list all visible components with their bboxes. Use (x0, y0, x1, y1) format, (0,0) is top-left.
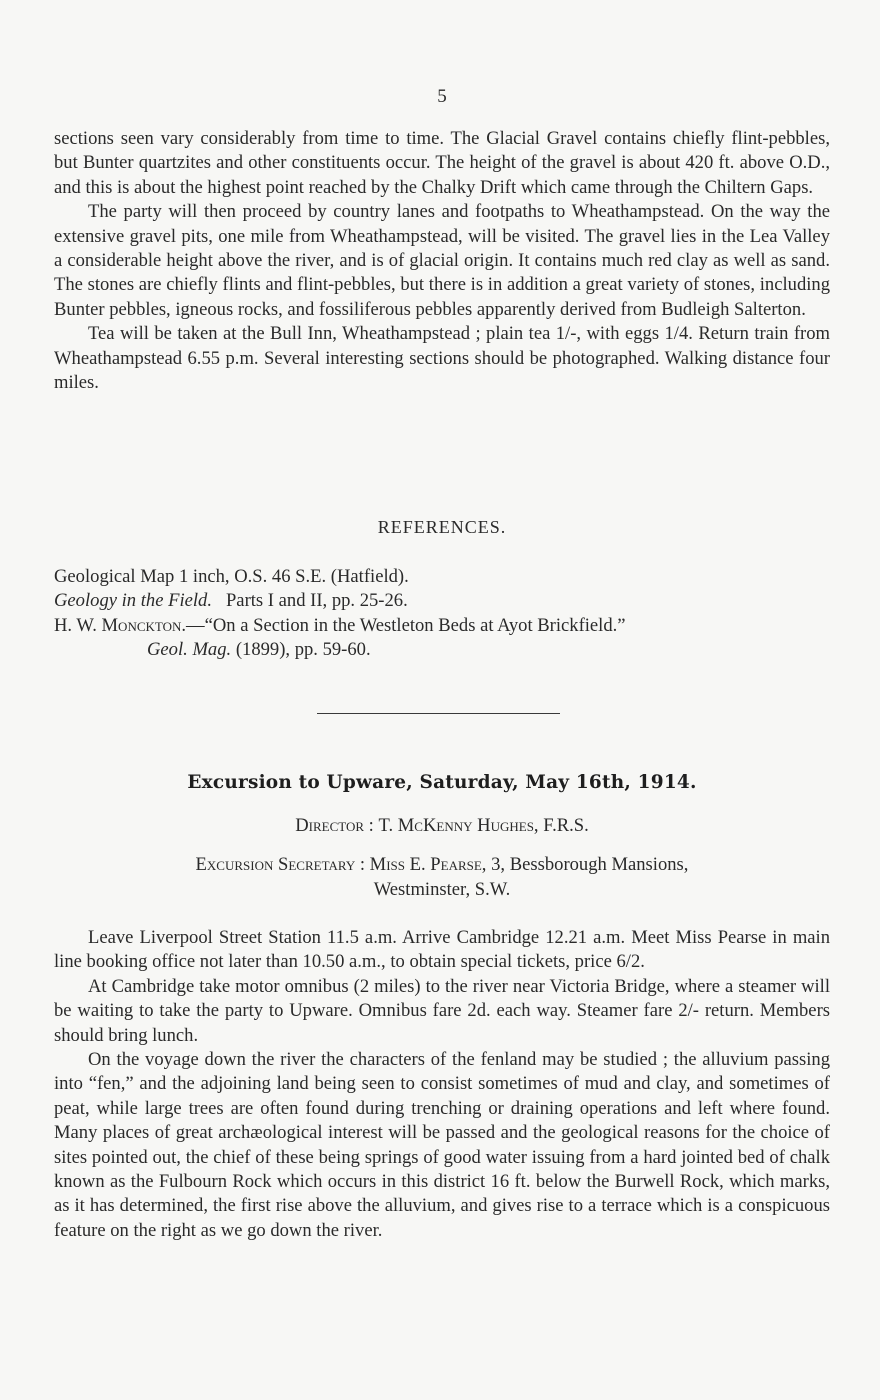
reference-text: —“On a Section in the Westleton Beds at Ayot Brickfield.” (186, 614, 626, 636)
reference-item (54, 589, 830, 613)
paragraph-gravel-sections: sections seen vary considerably from time to time. The Glacial Gravel contains chiefly flint-pebbles, but Bunter quartzites and other constituents occur. The height of the gravel is about 420 ft. above O.D., and this is about the highest point reached by the Chalky Drift which came through the Chiltern Gaps. (54, 128, 830, 198)
reference-author: H. W. Monckton. (54, 614, 187, 636)
secretary-address-line2: Westminster, S.W. (373, 879, 511, 900)
page-number: 5 (437, 86, 447, 107)
secretary-label: Excursion Secretary : (195, 854, 366, 875)
reference-item (54, 614, 830, 638)
paragraph-tea-return: Tea will be taken at the Bull Inn, Wheathampstead ; plain tea 1/-, with eggs 1/4. Return train from Wheathampstead 6.55 p.m. Several interesting sections should be photographed. Walking distance four miles. (54, 323, 830, 394)
section-body (54, 127, 830, 395)
reference-text: Parts I and II, pp. 25-26. (225, 590, 408, 612)
reference-item (54, 565, 830, 589)
paragraph-omnibus-steamer: At Cambridge take motor omnibus (2 miles) to the river near Victoria Bridge, where a steamer will be waiting to take the party to Upware. Omnibus fare 2d. each way. Steamer fare 2/- return. Members should bring lunch. (54, 975, 830, 1046)
excursion-title: Excursion to Upware, Saturday, May 16th, 1914. (187, 772, 697, 793)
section-divider (317, 713, 560, 714)
reference-item-continuation (54, 638, 830, 662)
director-label: Director : (295, 815, 374, 836)
secretary-line (54, 852, 830, 877)
secretary-address-line1: 3, Bessborough Mansions, (491, 854, 689, 875)
secretary-name: Miss E. Pearse, (369, 854, 487, 875)
reference-text: Geological Map 1 inch, O.S. 46 S.E. (Hatfield). (54, 566, 409, 587)
paragraph-train-times: Leave Liverpool Street Station 11.5 a.m. Arrive Cambridge 12.21 a.m. Meet Miss Pearse in main line booking office not later than 10.50 a.m., to obtain special tickets, price 6/2. (54, 927, 830, 973)
director-line (54, 815, 830, 837)
references-list (54, 565, 830, 663)
reference-title-italic: Geology in the Field. (54, 590, 213, 612)
excursion-body (54, 926, 830, 1243)
reference-journal-text: (1899), pp. 59-60. (235, 639, 371, 661)
paragraph-voyage-fenland: On the voyage down the river the characters of the fenland may be studied ; the alluvium passing into “fen,” and the adjoining land being seen to consist sometimes of mud and clay, and sometimes of peat, while large trees are often found during trenching or draining operations and left where found. Many places of great archæological interest will be passed and the geological reasons for the choice of sites pointed out, the chief of these being springs of good water issuing from a hard jointed bed of chalk known as the Fulbourn Rock which occurs in this district 16 ft. below the Burwell Rock, which marks, as it has determined, the first rise above the alluvium, and gives rise to a terrace which is a conspicuous feature on the right as we go down the river. (54, 1049, 830, 1241)
reference-journal-italic: Geol. Mag. (147, 639, 232, 661)
paragraph-route-wheathampstead: The party will then proceed by country lanes and footpaths to Wheathampstead. On the way the extensive gravel pits, one mile from Wheathampstead, will be visited. The gravel lies in the Lea Valley a considerable height above the river, and is of glacial origin. It contains much red clay as well as sand. The stones are chiefly flints and flint-pebbles, but there is in addition a great variety of stones, including Bunter pebbles, igneous rocks, and fossiliferous pebbles apparently derived from Budleigh Salterton. (54, 201, 830, 320)
secretary-block (54, 852, 830, 902)
references-heading: REFERENCES. (377, 517, 507, 537)
director-name: T. McKenny Hughes, F.R.S. (378, 815, 589, 836)
